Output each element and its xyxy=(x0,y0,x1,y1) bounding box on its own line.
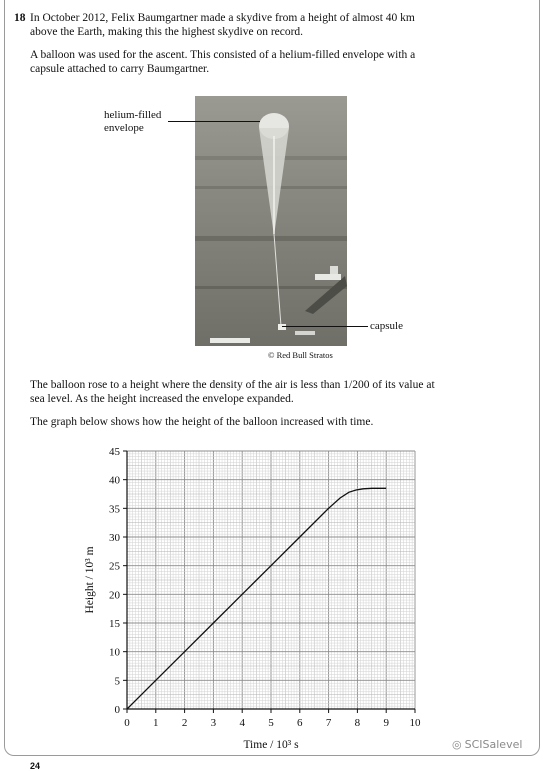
watermark xyxy=(452,738,522,751)
intro-line-1: In October 2012, Felix Baumgartner made a skydive from a height of almost 40 km xyxy=(30,12,415,24)
y-axis-label: Height / 10³ m xyxy=(84,546,96,614)
intro-line-2: above the Earth, making this the highest skydive on record. xyxy=(30,25,304,38)
watermark-text: SCISalevel xyxy=(464,738,523,751)
x-tick-label: 3 xyxy=(210,717,217,729)
label-envelope-line-1: helium-filled xyxy=(104,109,162,121)
balloon-photo xyxy=(195,96,347,346)
x-tick-label: 2 xyxy=(181,717,188,729)
x-axis-label: Time / 10³ s xyxy=(243,739,299,751)
intro-paragraph xyxy=(30,12,500,39)
rose-line-2: sea level. As the height increased the envelope expanded. xyxy=(30,392,294,405)
y-tick-label: 20 xyxy=(109,589,120,602)
x-tick-label: 4 xyxy=(239,717,245,729)
label-capsule: capsule xyxy=(370,320,403,332)
label-helium-envelope xyxy=(104,109,161,135)
x-tick-label: 5 xyxy=(268,717,274,729)
balloon-line-2: capsule attached to carry Baumgartner. xyxy=(30,62,210,75)
x-tick-label: 9 xyxy=(383,717,389,729)
x-tick-label: 1 xyxy=(153,717,159,729)
graph-intro: The graph below shows how the height of the balloon increased with time. xyxy=(30,416,374,428)
question-number: 18 xyxy=(14,12,26,24)
leader-line-capsule xyxy=(282,326,368,327)
y-tick-label: 35 xyxy=(109,503,120,516)
height-time-graph xyxy=(80,440,430,755)
rose-paragraph xyxy=(30,379,500,406)
y-tick-label: 30 xyxy=(109,532,120,544)
y-tick-label: 25 xyxy=(109,560,120,573)
x-tick-label: 7 xyxy=(325,717,332,729)
label-envelope-line-2: envelope xyxy=(104,122,144,134)
y-tick-label: 0 xyxy=(114,704,120,716)
page-number: 24 xyxy=(30,761,41,771)
x-tick-label: 10 xyxy=(409,717,421,729)
photo-credit: © Red Bull Stratos xyxy=(268,350,333,360)
y-tick-label: 45 xyxy=(109,446,120,458)
rose-line-1: The balloon rose to a height where the density of the air is less than 1/200 of its value at xyxy=(30,379,435,391)
balloon-line-1: A balloon was used for the ascent. This consisted of a helium-filled envelope with a xyxy=(30,49,416,61)
leader-line-envelope xyxy=(168,121,260,122)
x-tick-label: 8 xyxy=(354,717,361,729)
wechat-icon: ◎ xyxy=(452,738,462,751)
y-tick-label: 10 xyxy=(109,646,120,659)
balloon-paragraph xyxy=(30,49,500,76)
y-tick-label: 15 xyxy=(109,618,120,630)
y-tick-label: 40 xyxy=(109,474,120,487)
x-tick-label: 6 xyxy=(297,717,303,729)
x-tick-label: 0 xyxy=(124,717,130,729)
y-tick-label: 5 xyxy=(114,675,120,688)
